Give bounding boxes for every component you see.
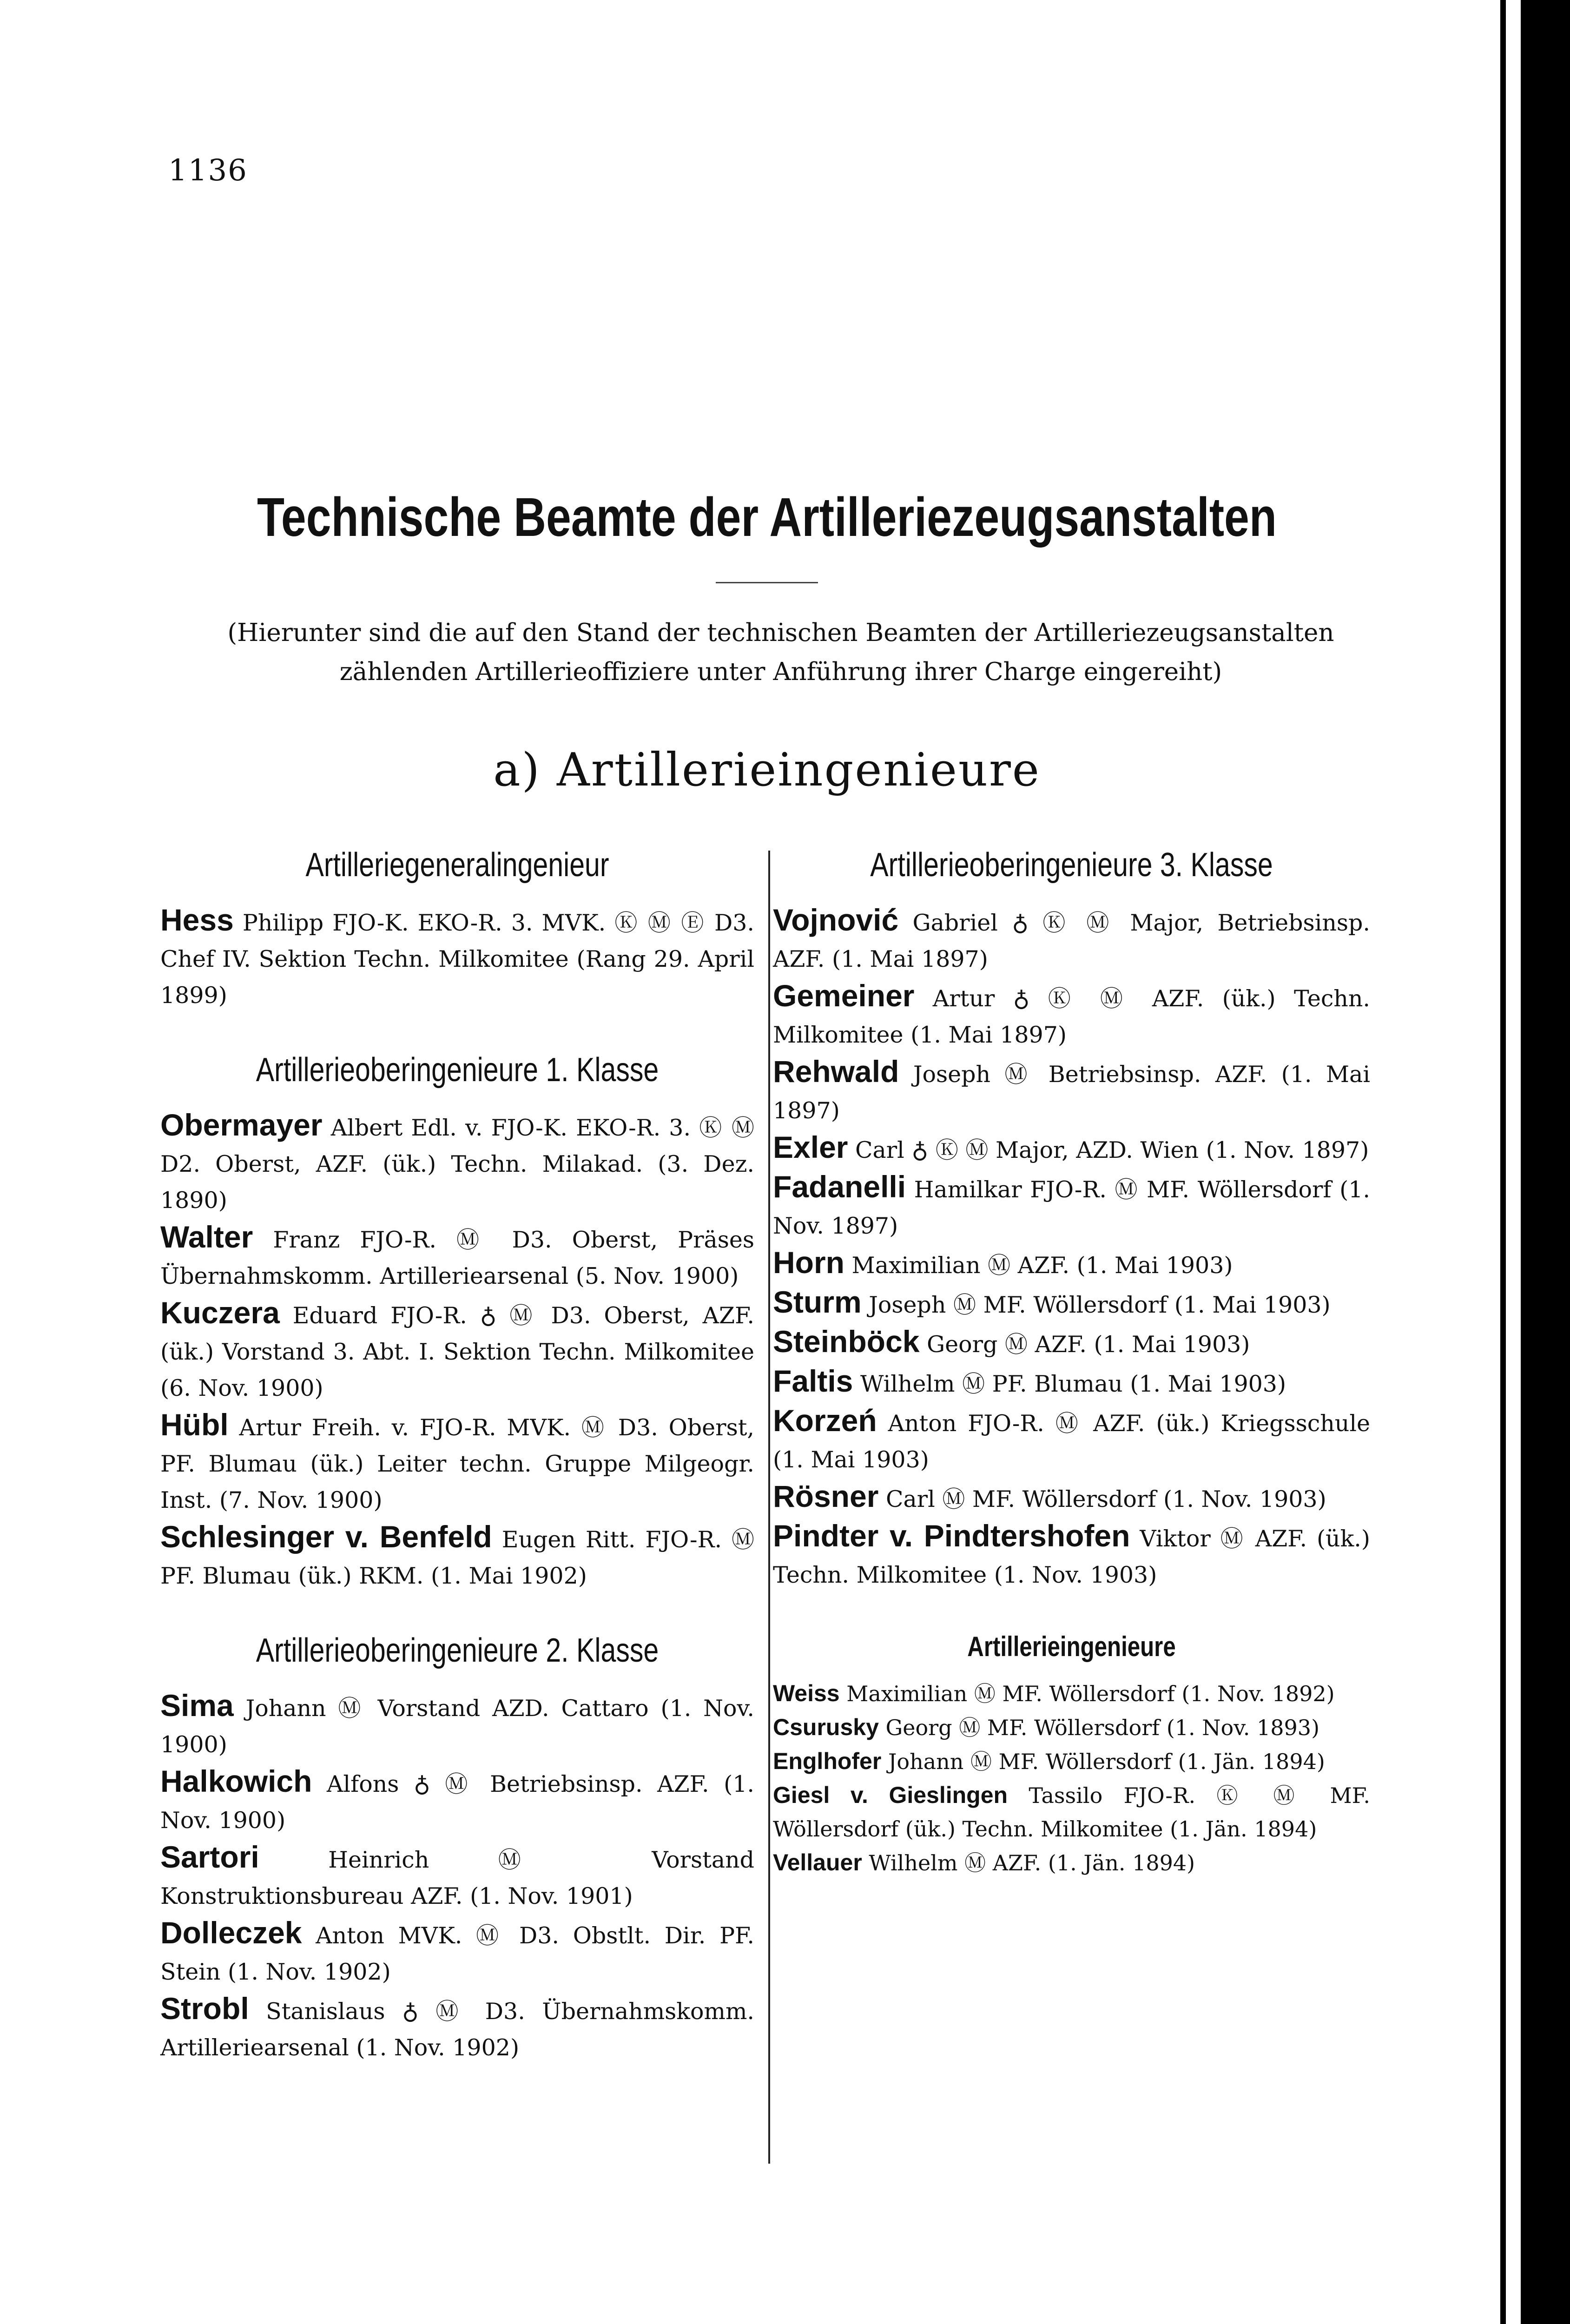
personnel-entry — [773, 1710, 1370, 1744]
entry-details: Eugen Ritt. FJO-R. Ⓜ PF. Blumau (ük.) RKM. (1. Mai 1902) — [160, 1526, 754, 1589]
left-column — [160, 846, 754, 2066]
personnel-entry — [160, 902, 754, 1014]
personnel-entry — [160, 1763, 754, 1839]
entry-list — [160, 1687, 754, 2066]
personnel-entry — [773, 1053, 1370, 1129]
entry-details: Artur Freih. v. FJO-R. MVK. Ⓜ D3. Oberst, PF. Blumau (ük.) Leiter techn. Gruppe Milgeogr. Inst. (7. Nov. 1900) — [160, 1414, 754, 1513]
entry-details: Alfons ♁ Ⓜ Betriebsinsp. AZF. (1. Nov. 1900) — [160, 1771, 754, 1834]
rank-heading: Artillerieingenieure — [967, 1631, 1176, 1662]
entry-details: Carl ♁ Ⓚ Ⓜ Major, AZD. Wien (1. Nov. 1897) — [848, 1137, 1369, 1163]
page-number: 1136 — [168, 153, 248, 188]
entry-surname: Kuczera — [160, 1295, 280, 1330]
entry-details: Heinrich Ⓜ Vorstand Konstruktionsbureau AZF. (1. Nov. 1901) — [160, 1847, 754, 1909]
entry-surname: Gemeiner — [773, 978, 915, 1013]
entry-details: Anton FJO-R. Ⓜ AZF. (ük.) Kriegsschule (1. Mai 1903) — [773, 1410, 1370, 1473]
entry-details: Stanislaus ♁ Ⓜ D3. Übernahmskomm. Artilleriearsenal (1. Nov. 1902) — [160, 1998, 754, 2061]
entry-surname: Exler — [773, 1130, 848, 1164]
entry-details: Artur ♁ Ⓚ Ⓜ AZF. (ük.) Techn. Milkomitee (1. Mai 1897) — [773, 985, 1370, 1048]
personnel-entry — [160, 1294, 754, 1406]
personnel-entry — [773, 1169, 1370, 1244]
entry-list — [773, 902, 1370, 1593]
entry-list — [160, 1107, 754, 1594]
rank-heading: Artillerieoberingenieure 1. Klasse — [256, 1051, 659, 1089]
entry-details: Johann Ⓜ Vorstand AZD. Cattaro (1. Nov. 1900) — [160, 1695, 754, 1758]
section-heading: a) Artillerieingenieure — [493, 744, 1041, 797]
personnel-entry — [773, 1323, 1370, 1363]
entry-surname: Halkowich — [160, 1764, 312, 1798]
entry-details: Philipp FJO-K. EKO-R. 3. MVK. Ⓚ Ⓜ Ⓔ D3. Chef IV. Sektion Techn. Milkomitee (Rang 29. April 1899) — [160, 910, 754, 1009]
entry-surname: Sturm — [773, 1285, 862, 1319]
entry-surname: Englhofer — [773, 1748, 882, 1774]
entry-details: Gabriel ♁ Ⓚ Ⓜ Major, Betriebsinsp. AZF. (1. Mai 1897) — [773, 910, 1370, 972]
page-edge-border — [1500, 0, 1570, 2324]
personnel-entry — [160, 1990, 754, 2066]
entry-details: Viktor Ⓜ AZF. (ük.) Techn. Milkomitee (1. Nov. 1903) — [773, 1525, 1371, 1588]
personnel-entry — [773, 1363, 1370, 1402]
entry-details: Wilhelm Ⓜ AZF. (1. Jän. 1894) — [862, 1850, 1195, 1875]
personnel-entry — [773, 1846, 1370, 1880]
personnel-entry — [160, 1219, 754, 1294]
entry-surname: Steinböck — [773, 1324, 920, 1359]
entry-details: Carl Ⓜ MF. Wöllersdorf (1. Nov. 1903) — [878, 1486, 1326, 1512]
entry-surname: Faltis — [773, 1364, 853, 1398]
personnel-entry — [773, 1129, 1370, 1169]
entry-details: Georg Ⓜ MF. Wöllersdorf (1. Nov. 1893) — [878, 1715, 1320, 1740]
personnel-entry — [160, 1915, 754, 1990]
entry-surname: Csurusky — [773, 1714, 879, 1740]
entry-surname: Giesl v. Gieslingen — [773, 1782, 1008, 1808]
personnel-entry — [160, 1519, 754, 1594]
personnel-entry — [773, 1518, 1370, 1593]
personnel-entry — [773, 1284, 1370, 1323]
personnel-entry — [773, 1744, 1370, 1778]
personnel-entry — [160, 1107, 754, 1219]
rank-heading: Artillerieoberingenieure 3. Klasse — [870, 846, 1273, 884]
entry-list — [773, 1677, 1370, 1880]
entry-surname: Vellauer — [773, 1849, 862, 1875]
page-subtitle: (Hierunter sind die auf den Stand der technischen Beamten der Artilleriezeugsanstalten zählenden Artillerieoffiziere unter Anführung ihrer Charge eingereiht) — [227, 619, 1334, 686]
entry-details: Hamilkar FJO-R. Ⓜ MF. Wöllersdorf (1. Nov. 1897) — [773, 1176, 1370, 1239]
entry-details: Franz FJO-R. Ⓜ D3. Oberst, Präses Übernahmskomm. Artilleriearsenal (5. Nov. 1900) — [160, 1227, 754, 1289]
entry-details: Maximilian Ⓜ AZF. (1. Mai 1903) — [844, 1252, 1233, 1279]
right-column — [773, 846, 1370, 1880]
entry-details: Georg Ⓜ AZF. (1. Mai 1903) — [919, 1331, 1250, 1358]
personnel-entry — [773, 1402, 1370, 1478]
entry-surname: Hess — [160, 903, 234, 937]
entry-details: Joseph Ⓜ Betriebsinsp. AZF. (1. Mai 1897) — [773, 1061, 1370, 1124]
page-edge-inner — [1506, 0, 1521, 2324]
personnel-entry — [160, 1687, 754, 1763]
title-rule — [716, 582, 818, 583]
entry-surname: Vojnović — [773, 903, 899, 937]
entry-list — [160, 902, 754, 1014]
column-divider — [768, 851, 770, 2164]
entry-surname: Obermayer — [160, 1108, 323, 1142]
entry-surname: Sartori — [160, 1840, 259, 1874]
entry-surname: Sima — [160, 1688, 234, 1723]
entry-surname: Pindter v. Pindtershofen — [773, 1519, 1130, 1553]
rank-heading: Artilleriegeneralingenieur — [305, 846, 609, 884]
entry-details: Johann Ⓜ MF. Wöllersdorf (1. Jän. 1894) — [881, 1749, 1325, 1774]
entry-surname: Hübl — [160, 1407, 229, 1442]
entry-surname: Korzeń — [773, 1403, 877, 1438]
personnel-entry — [773, 1244, 1370, 1284]
page-title: Technische Beamte der Artilleriezeugsanstalten — [257, 487, 1277, 548]
entry-details: Albert Edl. v. FJO-K. EKO-R. 3. Ⓚ Ⓜ D2. Oberst, AZF. (ük.) Techn. Milakad. (3. Dez. 1890) — [160, 1115, 754, 1214]
personnel-entry — [773, 1778, 1370, 1846]
personnel-entry — [773, 977, 1370, 1053]
entry-details: Tassilo FJO-R. Ⓚ Ⓜ MF. Wöllersdorf (ük.) Techn. Milkomitee (1. Jän. 1894) — [773, 1783, 1370, 1842]
entry-details: Eduard FJO-R. ♁ Ⓜ D3. Oberst, AZF. (ük.) Vorstand 3. Abt. I. Sektion Techn. Milkomitee (6. Nov. 1900) — [160, 1302, 754, 1401]
personnel-entry — [160, 1406, 754, 1519]
personnel-entry — [160, 1839, 754, 1915]
entry-surname: Weiss — [773, 1680, 840, 1706]
personnel-entry — [773, 1677, 1370, 1710]
rank-heading: Artillerieoberingenieure 2. Klasse — [256, 1632, 659, 1669]
entry-details: Joseph Ⓜ MF. Wöllersdorf (1. Mai 1903) — [861, 1292, 1331, 1318]
entry-surname: Rösner — [773, 1479, 879, 1513]
entry-surname: Strobl — [160, 1991, 249, 2026]
entry-surname: Horn — [773, 1245, 844, 1280]
entry-surname: Walter — [160, 1220, 253, 1254]
entry-surname: Dolleczek — [160, 1915, 302, 1950]
entry-details: Wilhelm Ⓜ PF. Blumau (1. Mai 1903) — [853, 1371, 1286, 1397]
entry-details: Maximilian Ⓜ MF. Wöllersdorf (1. Nov. 1892) — [839, 1681, 1335, 1706]
entry-surname: Schlesinger v. Benfeld — [160, 1519, 492, 1554]
entry-surname: Rehwald — [773, 1054, 899, 1089]
personnel-entry — [773, 902, 1370, 977]
personnel-entry — [773, 1478, 1370, 1518]
entry-details: Anton MVK. Ⓜ D3. Obstlt. Dir. PF. Stein (1. Nov. 1902) — [160, 1922, 754, 1985]
entry-surname: Fadanelli — [773, 1169, 906, 1204]
